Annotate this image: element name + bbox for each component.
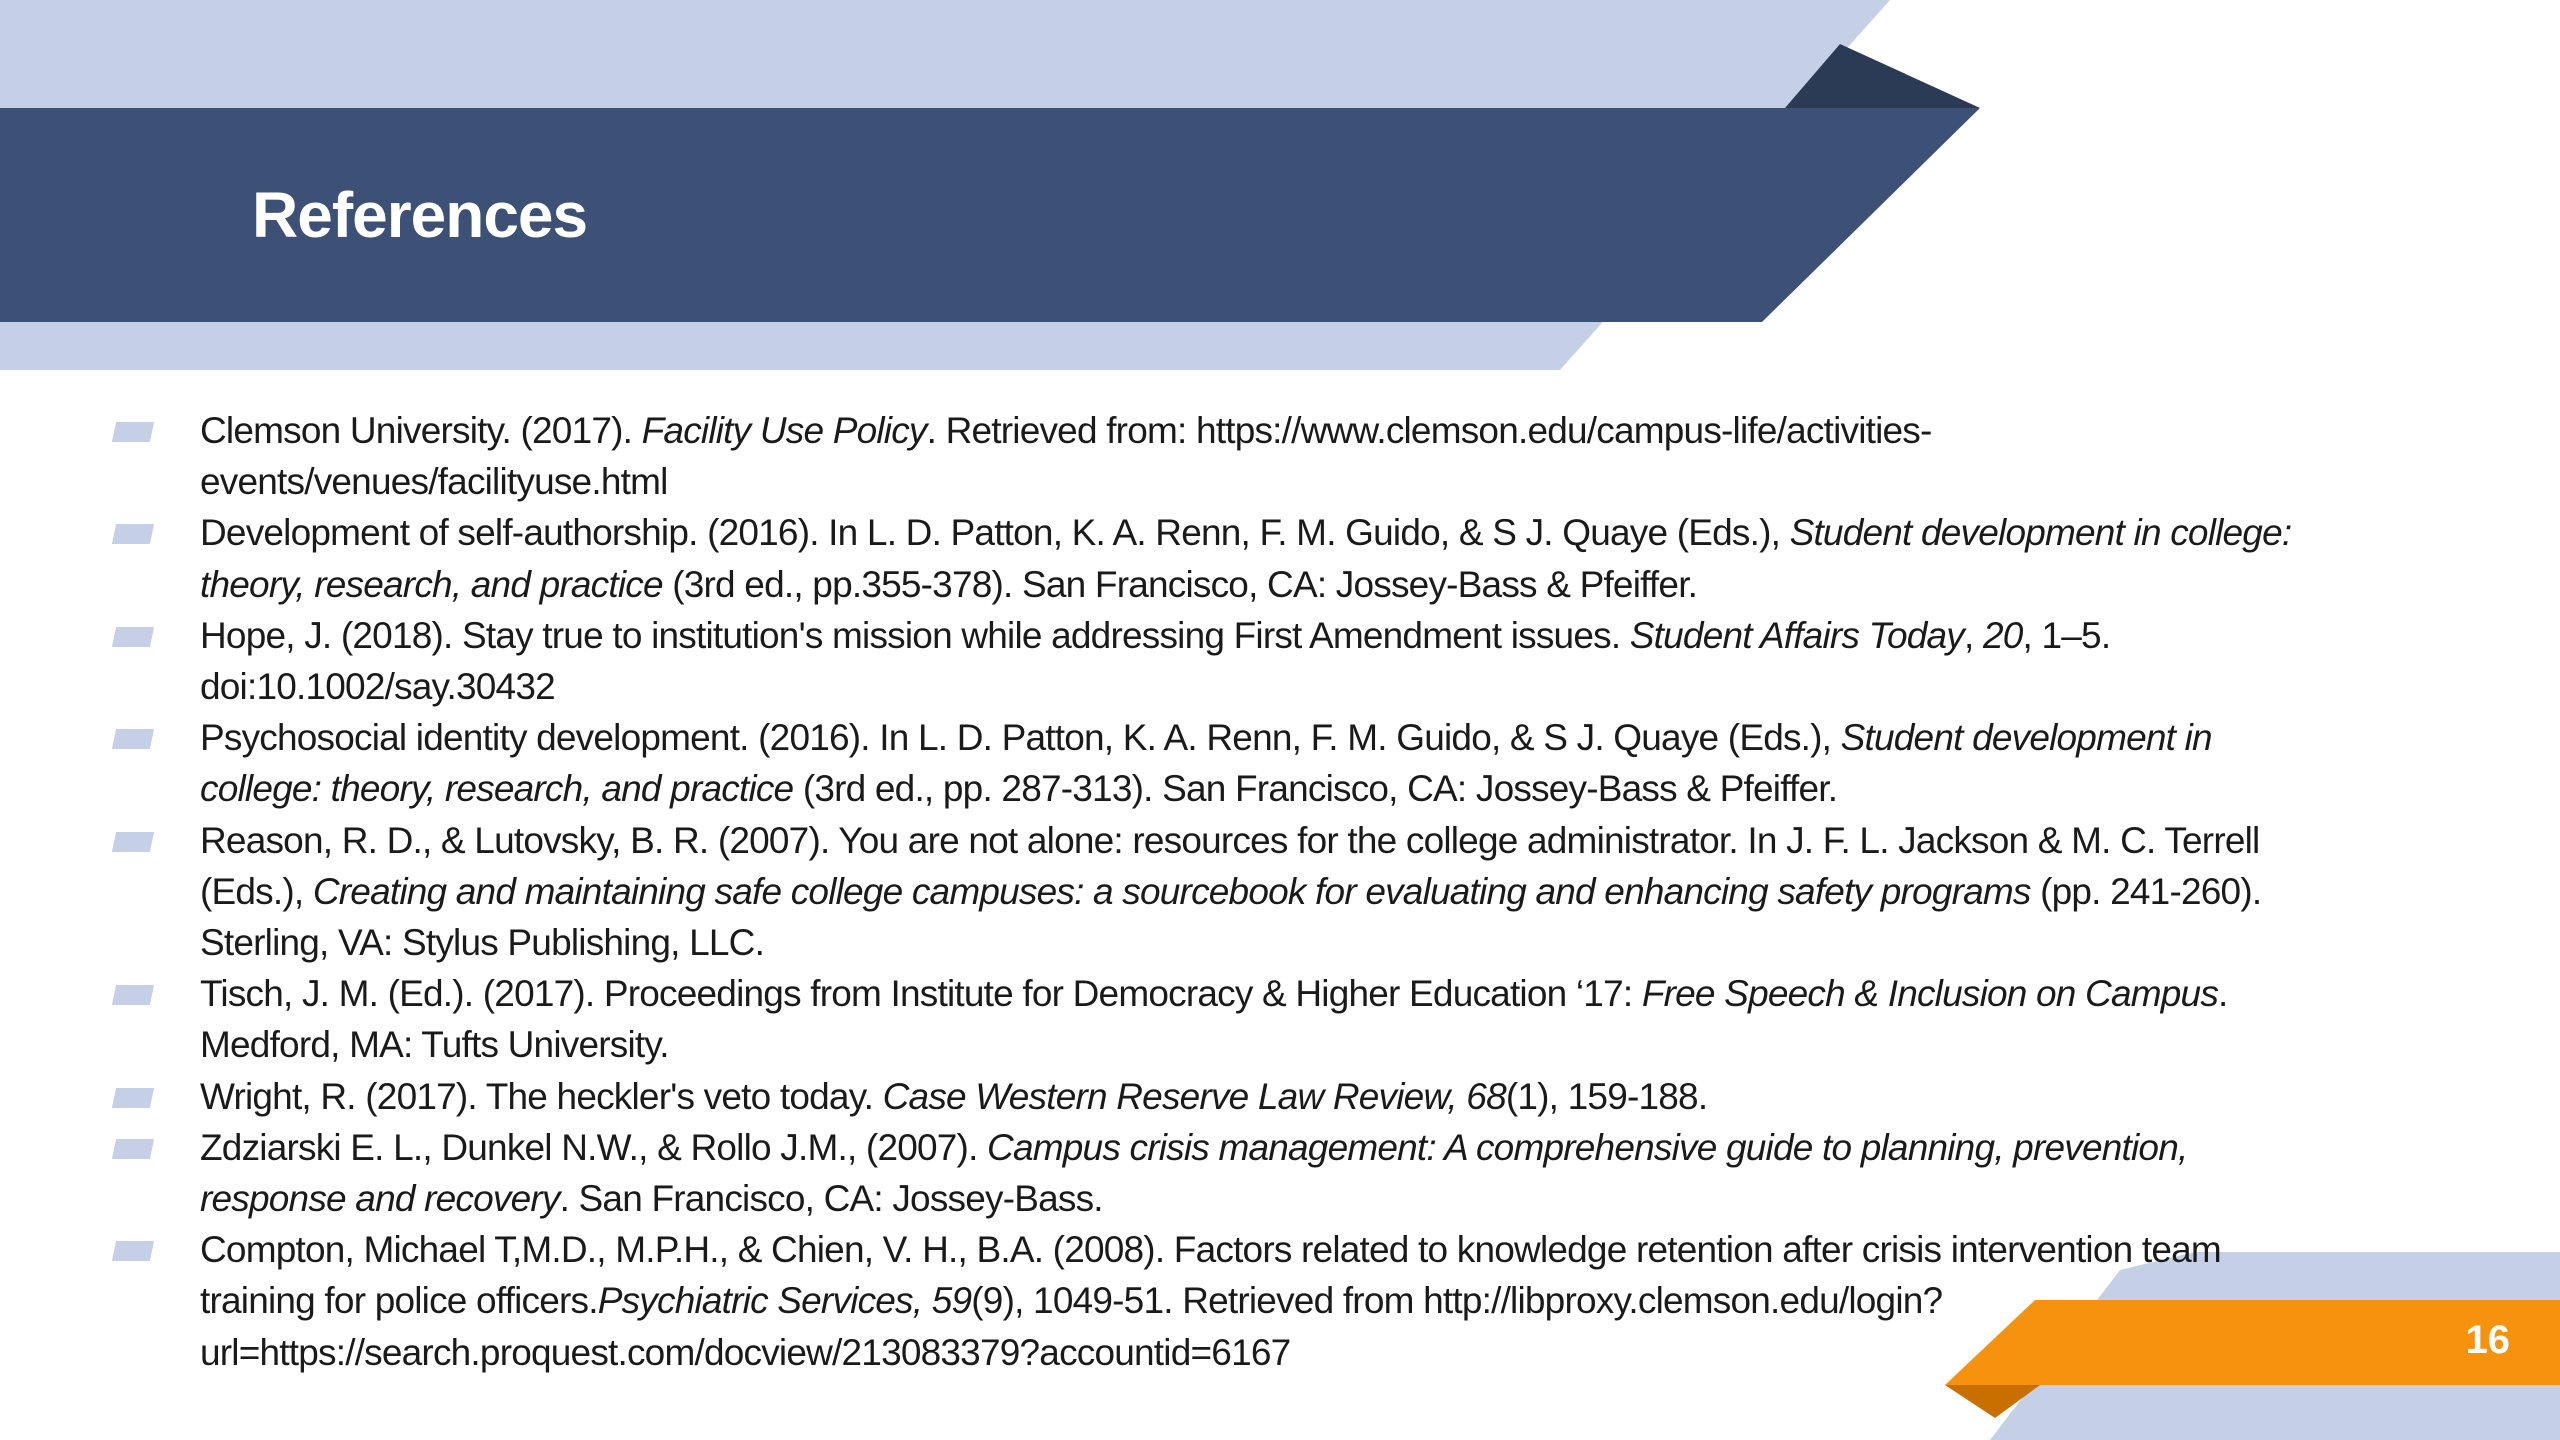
reference-item: [114, 1224, 2324, 1378]
reference-item: [114, 968, 2324, 1070]
reference-text: Hope, J. (2018). Stay true to institution's mission while addressing First Amendment issues.: [200, 614, 1630, 656]
reference-item: [114, 405, 2324, 507]
reference-text: ,: [1964, 614, 1983, 656]
reference-title: Creating and maintaining safe college campuses: a sourcebook for evaluating and enhancing safety programs: [312, 870, 2031, 912]
page-number: 16: [2465, 1318, 2510, 1362]
bullet-marker: [112, 627, 154, 647]
reference-title: Facility Use Policy: [641, 410, 927, 451]
bullet-marker: [112, 422, 154, 442]
reference-text: . Medford, MA: Tufts University.: [200, 973, 2228, 1066]
references-list: [114, 405, 2324, 1378]
bullet-marker: [112, 1088, 154, 1108]
reference-text: Compton, Michael T,M.D., M.P.H., & Chien, V. H., B.A. (2008). Factors related to knowledge retention after crisis intervention team training for police officers.: [200, 1229, 2221, 1322]
reference-text: Zdziarski E. L., Dunkel N.W., & Rollo J.M., (2007).: [200, 1126, 988, 1168]
reference-text: Psychosocial identity development. (2016). In L. D. Patton, K. A. Renn, F. M. Guido, & S J. Quaye (Eds.),: [200, 717, 1841, 759]
bullet-marker: [112, 985, 154, 1005]
reference-text: Development of self-authorship. (2016). In L. D. Patton, K. A. Renn, F. M. Guido, & S J. Quaye (Eds.),: [200, 512, 1790, 554]
bullet-marker: [112, 1241, 154, 1261]
reference-title: Campus crisis management: A comprehensive guide to planning, prevention, response and recovery: [200, 1126, 2188, 1220]
reference-volume: 20: [1982, 614, 2023, 656]
reference-title: Student development in college: theory, research, and practice: [200, 717, 2212, 810]
reference-title: Case Western Reserve Law Review, 68: [882, 1075, 1506, 1117]
reference-text: (pp. 241-260). Sterling, VA: Stylus Publishing, LLC.: [200, 870, 2262, 964]
reference-text: (3rd ed., pp. 287-313). San Francisco, CA: Jossey-Bass & Pfeiffer.: [793, 768, 1838, 810]
slide-title: References: [252, 179, 588, 251]
reference-text: (3rd ed., pp.355-378). San Francisco, CA: Jossey-Bass & Pfeiffer.: [662, 563, 1698, 605]
reference-title: Psychiatric Services, 59: [597, 1280, 972, 1322]
reference-text: Reason, R. D., & Lutovsky, B. R. (2007). You are not alone: resources for the college administrator. In J. F. L. Jackson & M. C. Terrell (Eds.),: [200, 819, 2260, 912]
reference-text: , 1–5. doi:10.1002/say.30432: [200, 614, 2111, 708]
bullet-marker: [112, 524, 154, 544]
reference-text: . Retrieved from: https://www.clemson.edu/campus-life/activities-events/venues/facilityuse.html: [200, 410, 1932, 503]
reference-text: Clemson University. (2017).: [200, 410, 642, 451]
bullet-marker: [112, 1139, 154, 1159]
reference-title: Student Affairs Today: [1629, 614, 1965, 656]
reference-text: Tisch, J. M. (Ed.). (2017). Proceedings from Institute for Democracy & Higher Education ‘17:: [200, 973, 1642, 1015]
reference-item: [114, 1071, 2324, 1122]
reference-text: Wright, R. (2017). The heckler's veto today.: [200, 1075, 883, 1117]
bullet-marker: [112, 729, 154, 749]
reference-text: (9), 1049-51. Retrieved from http://libproxy.clemson.edu/login?url=https://search.proquest.com/docview/213083379?accountid=6167: [200, 1280, 1943, 1373]
reference-item: [114, 712, 2324, 814]
bullet-marker: [112, 832, 154, 852]
reference-item: [114, 1122, 2324, 1224]
reference-item: [114, 507, 2324, 609]
reference-item: [114, 610, 2324, 712]
reference-item: [114, 815, 2324, 969]
reference-text: (1), 159-188.: [1505, 1075, 1708, 1117]
reference-title: Free Speech & Inclusion on Campus: [1641, 973, 2219, 1015]
reference-text: . San Francisco, CA: Jossey-Bass.: [559, 1178, 1103, 1220]
reference-title: Student development in college: theory, research, and practice: [200, 512, 2292, 605]
